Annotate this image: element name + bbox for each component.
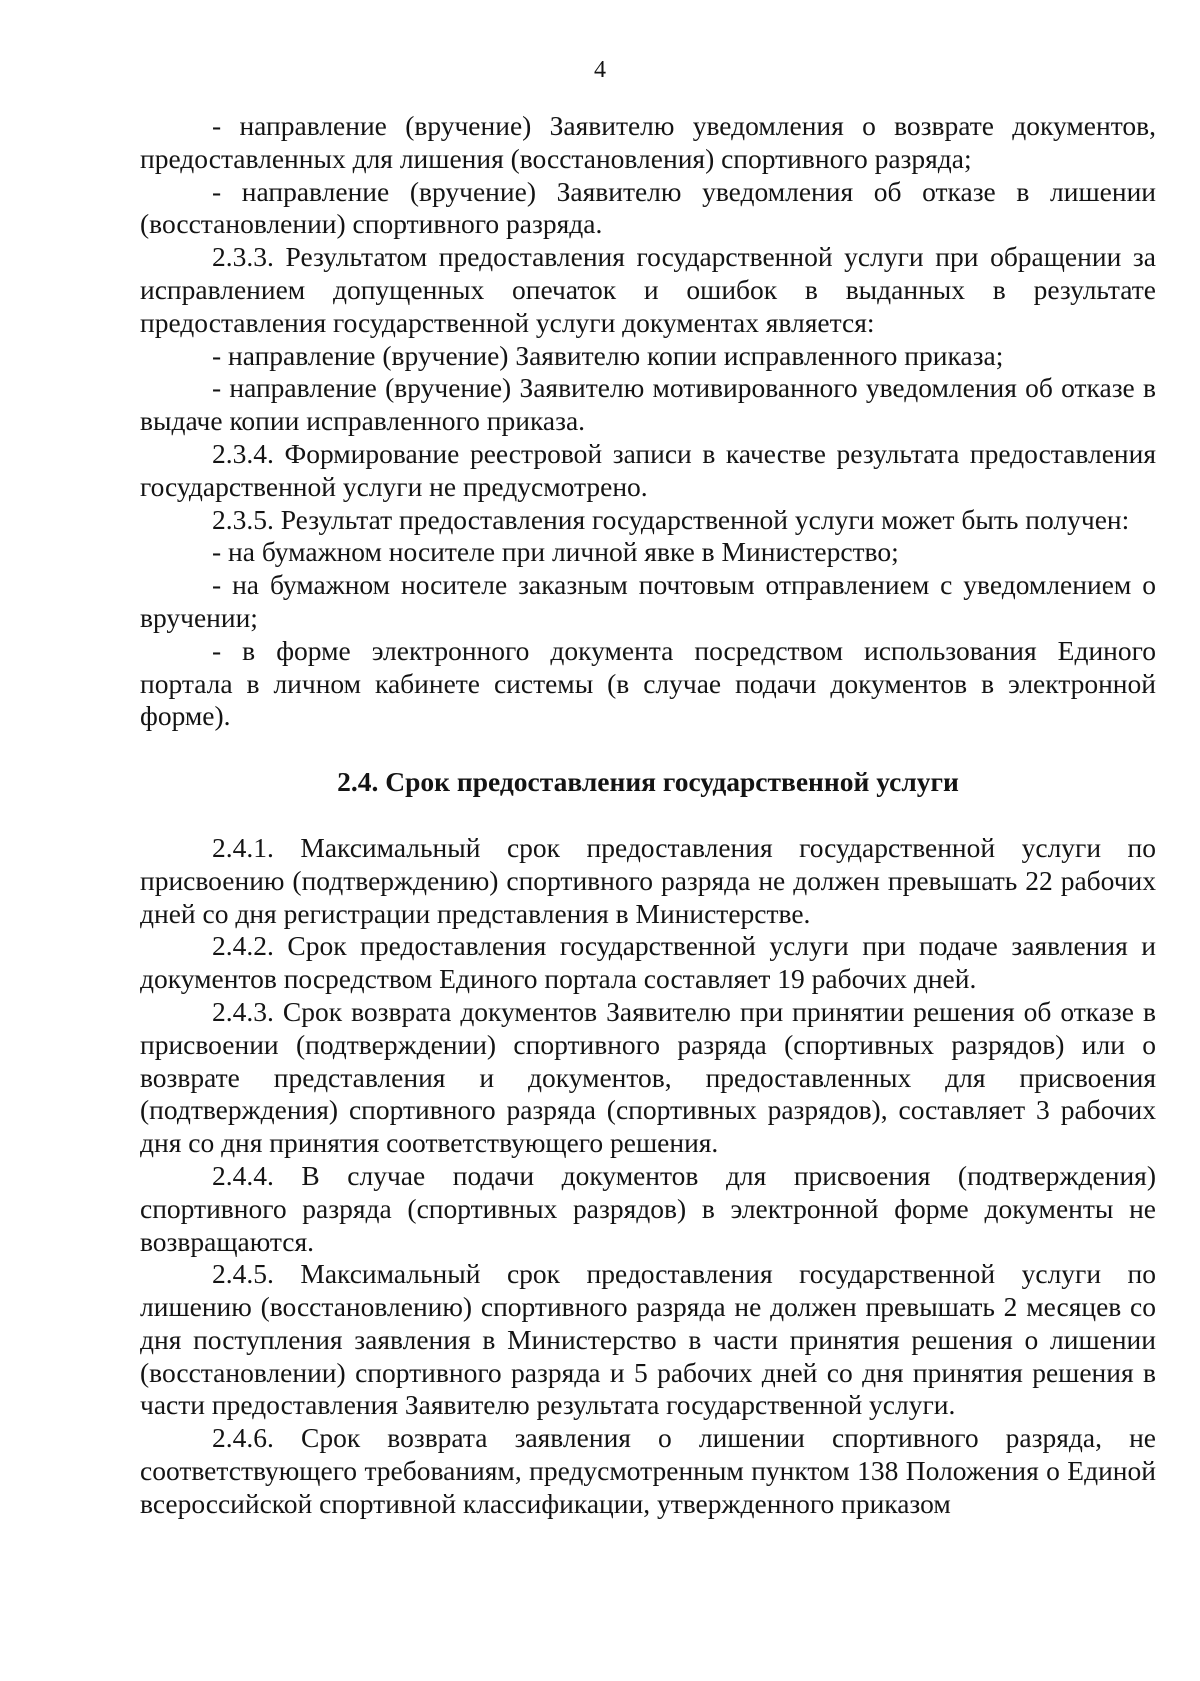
document-body xyxy=(140,110,1156,1521)
paragraph: - в форме электронного документа посредством использования Единого портала в личном кабинете системы (в случае подачи документов в электронной форме). xyxy=(140,634,1156,732)
section-heading: 2.4. Срок предоставления государственной услуги xyxy=(337,766,959,798)
paragraph: 2.3.3. Результатом предоставления государственной услуги при обращении за исправлением допущенных опечаток и ошибок в выданных в результате предоставления государственной услуги документах является: xyxy=(140,241,1156,338)
paragraph: - направление (вручение) Заявителю уведомления о возврате документов, предоставленных для лишения (восстановления) спортивного разряда; xyxy=(140,110,1156,174)
paragraph: 2.4.1. Максимальный срок предоставления государственной услуги по присвоению (подтверждению) спортивного разряда не должен превышать 22 рабочих дней со дня регистрации представления в Министерстве. xyxy=(140,831,1156,929)
paragraph: 2.3.5. Результат предоставления государственной услуги может быть получен: xyxy=(212,503,1130,535)
paragraph: 2.3.4. Формирование реестровой записи в качестве результата предоставления государственной услуги не предусмотрено. xyxy=(140,437,1156,502)
paragraph: - на бумажном носителе при личной явке в Министерство; xyxy=(212,536,899,568)
spacer xyxy=(140,733,1156,766)
paragraph: - направление (вручение) Заявителю уведомления об отказе в лишении (восстановлении) спортивного разряда. xyxy=(140,175,1156,240)
paragraph: 2.4.3. Срок возврата документов Заявителю при принятии решения об отказе в присвоении (подтверждении) спортивного разряда (спортивных разрядов) или о возврате представления и документов, предоставленных для присвоения (подтверждения) спортивного разряда (спортивных разрядов), составляет 3 рабочих дня со дня принятия соответствующего решения. xyxy=(140,995,1156,1159)
spacer xyxy=(140,799,1156,832)
paragraph: - на бумажном носителе заказным почтовым отправлением с уведомлением о вручении; xyxy=(140,569,1156,633)
paragraph: 2.4.4. В случае подачи документов для присвоения (подтверждения) спортивного разряда (спортивных разрядов) в электронной форме документы не возвращаются. xyxy=(140,1159,1156,1257)
paragraph: - направление (вручение) Заявителю копии исправленного приказа; xyxy=(212,339,1004,371)
paragraph: - направление (вручение) Заявителю мотивированного уведомления об отказе в выдаче копии исправленного приказа. xyxy=(140,372,1156,437)
paragraph: 2.4.5. Максимальный срок предоставления государственной услуги по лишению (восстановлению) спортивного разряда не должен превышать 2 месяцев со дня поступления заявления в Министерство в части принятия решения о лишении (восстановлении) спортивного разряда и 5 рабочих дней со дня принятия решения в части предоставления Заявителю результата государственной услуги. xyxy=(140,1258,1156,1421)
page-number: 4 xyxy=(594,57,606,83)
paragraph: 2.4.2. Срок предоставления государственной услуги при подаче заявления и документов посредством Единого портала составляет 19 рабочих дней. xyxy=(140,930,1156,995)
paragraph: 2.4.6. Срок возврата заявления о лишении спортивного разряда, не соответствующего требованиям, предусмотренным пунктом 138 Положения о Единой всероссийской спортивной классификации, утвержденного приказом xyxy=(140,1422,1156,1519)
